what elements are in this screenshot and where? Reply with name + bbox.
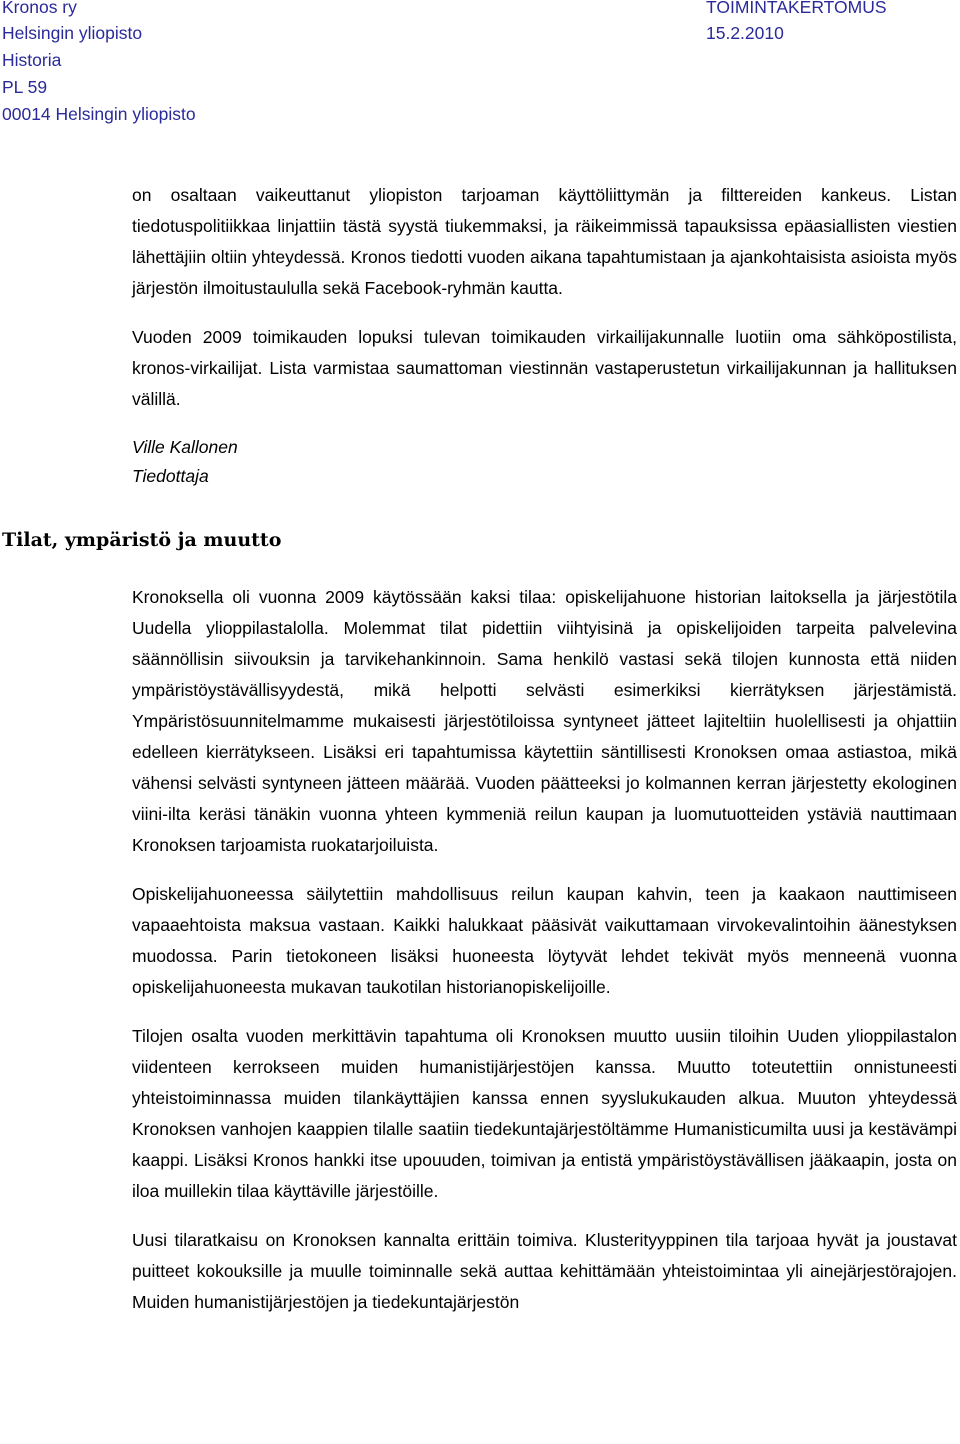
paragraph-move: Tilojen osalta vuoden merkittävin tapahtuma oli Kronoksen muutto uusiin tiloihin Uuden ylioppilastalon viidenteen kerrokseen muiden humanistijärjestöjen kanssa. Muutto toteutettiin onnistuneesti yhteistoiminnassa muiden tilankäyttäjien kanssa ennen syyslukukauden alkua. Muuton yhteydessä Kronoksen vanhojen kaappien tilalle saatiin tiedekuntajärjestöltämme Humanisticumilta uusi ja kestävämpi kaappi. Lisäksi Kronos hankki itse upouuden, toimivan ja entistä ympäristöystävällisen jääkaapin, josta on iloa muillekin tilaa käyttäville järjestöille. xyxy=(132,1026,957,1201)
header-doc-type: TOIMINTAKERTOMUS xyxy=(706,0,887,17)
paragraph-mailing-list: on osaltaan vaikeuttanut yliopiston tarjoaman käyttöliittymän ja filttereiden kankeus. Listan tiedotuspolitiikkaa linjattiin tästä syystä tiukemmaksi, ja räikeimmissä tapauksissa epäasiallisten viestien lähettäjiin oltiin yhteydessä. Kronos tiedotti vuoden aikana tapahtumistaan ja ajankohtaisista asioista myös järjestön ilmoitustaululla sekä Facebook-ryhmän kautta. xyxy=(132,185,957,298)
paragraph-officials-list: Vuoden 2009 toimikauden lopuksi tulevan toimikauden virkailijakunnalle luotiin oma sähköpostilista, kronos-virkailijat. Lista varmistaa saumattoman viestinnän vastaperustetun virkailijakunnan ja hallituksen välillä. xyxy=(132,327,957,409)
document-body xyxy=(0,180,960,1318)
paragraph-spaces: Kronoksella oli vuonna 2009 käytössään kaksi tilaa: opiskelijahuone historian laitoksella ja järjestötila Uudella ylioppilastalolla. Molemmat tilat pidettiin viihtyisinä ja opiskelijoiden tarpeita palvelevina säännöllisin siivouksin ja tarvikehankinnoin. Sama henkilö vastasi sekä tilojen kunnosta että niiden ympäristöystävällisyydestä, mikä helpotti selvästi esimerkiksi kierrätyksen järjestämistä. Ympäristösuunnitelmamme mukaisesti järjestötiloissa syntyneet jätteet lajiteltiin huolellisesti ja ohjattiin edelleen kierrätykseen. Lisäksi eri tapahtumissa käytettiin säntillisesti Kronoksen omaa astiastoa, mikä vähensi selvästi syntyneen jätteen määrää. Vuoden päätteeksi jo kolmannen kerran järjestetty ekologinen viini-ilta keräsi tänäkin vuonna yhteen kymmeniä reilun kaupan ja luomutuotteiden ystäviä nauttimaan Kronoksen tarjoamista ruokatarjoiluista. xyxy=(132,587,957,855)
header-department: Historia xyxy=(2,50,62,70)
header-university: Helsingin yliopisto xyxy=(2,23,143,43)
header-org: Kronos ry xyxy=(2,0,77,17)
paragraph-new-space: Uusi tilaratkaisu on Kronoksen kannalta erittäin toimiva. Klusterityyppinen tila tarjoaa hyvät ja joustavat puitteet kokouksille ja muulle toiminnalle sekä auttaa kehittämään yhteistoimintaa yli ainejärjestörajojen. Muiden humanistijärjestöjen ja tiedekuntajärjestön xyxy=(132,1230,957,1312)
header-po-box: PL 59 xyxy=(2,77,48,97)
signature-name: Ville Kallonen xyxy=(132,437,238,457)
section-title: Tilat, ympäristö ja muutto xyxy=(2,529,282,551)
header-date: 15.2.2010 xyxy=(706,23,784,43)
paragraph-student-room: Opiskelijahuoneessa säilytettiin mahdollisuus reilun kaupan kahvin, teen ja kaakaon nauttimiseen vapaaehtoista maksua vastaan. Kaikki halukkaat pääsivät vaikuttamaan virvokevalintoihin äänestyksen muodossa. Parin tietokoneen lisäksi huoneesta löytyvät lehdet tekivät myös menneenä vuonna opiskelijahuoneesta mukavan taukotilan historianopiskelijoille. xyxy=(132,884,957,997)
signature-role: Tiedottaja xyxy=(132,466,209,486)
document-header xyxy=(0,0,960,130)
header-postal: 00014 Helsingin yliopisto xyxy=(2,104,196,124)
